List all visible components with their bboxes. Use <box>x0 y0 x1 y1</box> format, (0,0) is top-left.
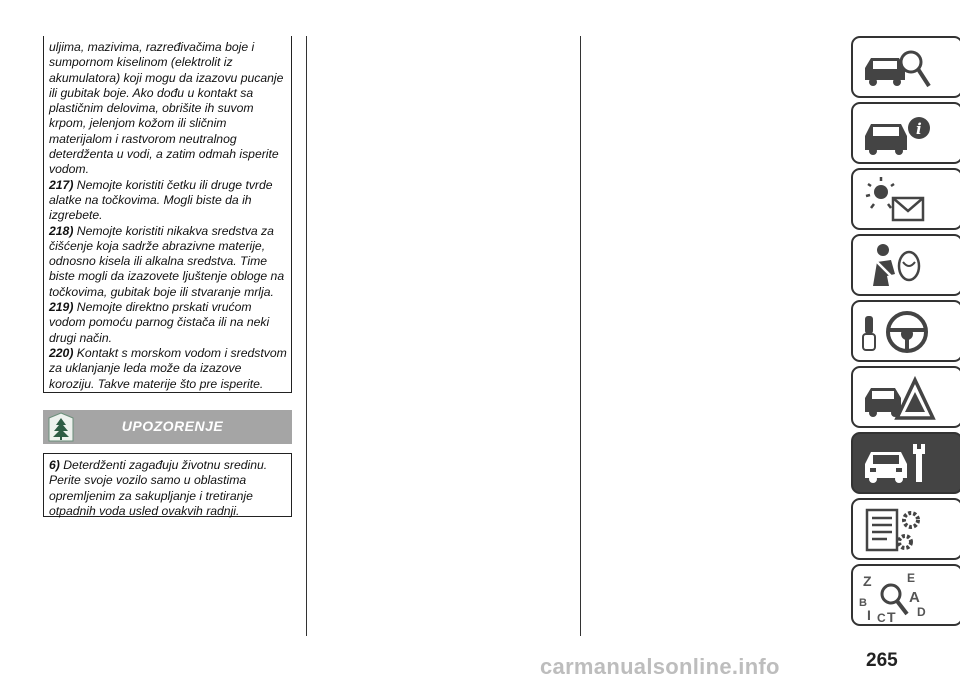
chapter-tab-technical-data[interactable] <box>851 498 960 560</box>
column-divider <box>580 36 581 636</box>
svg-text:D: D <box>917 605 926 619</box>
caution-item <box>49 300 287 346</box>
caution-item-text: Nemojte koristiti nikakva sredstva za čišćenje koja sadrže abrazivne materije, odnosno kisela ili alkalna sredstva. Time biste mogli da izazovete ljuštenje obloge na točkovima, gubitak boje ili stvaranje mrlja. <box>49 223 285 299</box>
chapter-tab-maintenance[interactable] <box>851 432 960 494</box>
svg-text:T: T <box>887 609 896 622</box>
chapter-tab-warning-lights[interactable] <box>851 168 960 230</box>
svg-text:Z: Z <box>863 573 872 589</box>
chapter-tab-car-search[interactable] <box>851 36 960 98</box>
alphabetical-index-search-icon <box>859 570 939 622</box>
caution-intro-text: uljima, mazivima, razređivačima boje i sumpornom kiselinom (elektrolit iz akumulatora) koji mogu da izazovu pucanje ili gubitak boje. Ako dođu u kontakt sa plastičnim delovima, obrišite ih suvom krpom, jelenjom kožom ili sličnim materijalom i rastvorom neutralnog deterdženta u vodi, a zatim odmah isperite vodom. <box>49 40 284 177</box>
watermark: carmanualsonline.info <box>540 654 780 679</box>
warning-item-text: Deterdženti zagađuju životnu sredinu. Perite svoje vozilo samo u oblastima opremljenim za sakupljanje i tretiranje otpadnih voda usled ovakvih radnji. <box>49 458 268 518</box>
warning-item-number: 6) <box>49 458 60 472</box>
svg-text:i: i <box>916 120 922 138</box>
page-number: 265 <box>866 650 898 671</box>
warning-header <box>43 410 292 444</box>
caution-item-number: 218) <box>49 223 74 238</box>
warning-box <box>43 453 292 517</box>
warning-lights-message-icon <box>859 174 939 226</box>
warning-title: UPOZORENJE <box>121 418 224 434</box>
chapter-tab-starting-driving[interactable] <box>851 300 960 362</box>
caution-item <box>49 346 287 392</box>
car-search-icon <box>859 42 939 94</box>
seatbelt-airbag-icon <box>859 240 939 292</box>
car-wrench-icon <box>859 438 939 490</box>
caution-item-text: Nemojte direktno prskati vrućom vodom pomoću parnog čistača ili na neki drugi način. <box>49 300 270 345</box>
chapter-tab-emergency[interactable] <box>851 366 960 428</box>
key-steering-wheel-icon <box>859 306 939 358</box>
car-info-icon <box>859 108 939 160</box>
svg-text:A: A <box>909 589 920 606</box>
caution-item-text: Kontakt s morskom vodom i sredstvom za uklanjanje leda može da izazove koroziju. Takve materije što pre isperite. <box>49 345 287 391</box>
chapter-tab-safety[interactable] <box>851 234 960 296</box>
caution-item-number: 217) <box>49 177 74 192</box>
warning-item <box>49 458 287 519</box>
caution-item-number: 220) <box>49 345 74 360</box>
column-divider <box>306 36 307 636</box>
chapter-tab-car-info[interactable] <box>851 102 960 164</box>
chapter-tab-index[interactable] <box>851 564 960 626</box>
svg-text:E: E <box>907 571 916 585</box>
technical-data-gear-icon <box>859 504 939 556</box>
caution-item-text: Nemojte koristiti četku ili druge tvrde alatke na točkovima. Mogli biste da ih izgrebete. <box>49 177 273 223</box>
caution-item <box>49 178 287 224</box>
caution-item <box>49 224 287 300</box>
caution-notes-box <box>43 36 292 393</box>
svg-text:C: C <box>877 611 886 622</box>
car-breakdown-warning-triangle-icon <box>859 372 939 424</box>
svg-text:B: B <box>859 597 867 609</box>
caution-item-number: 219) <box>49 300 74 315</box>
svg-text:I: I <box>867 607 871 622</box>
